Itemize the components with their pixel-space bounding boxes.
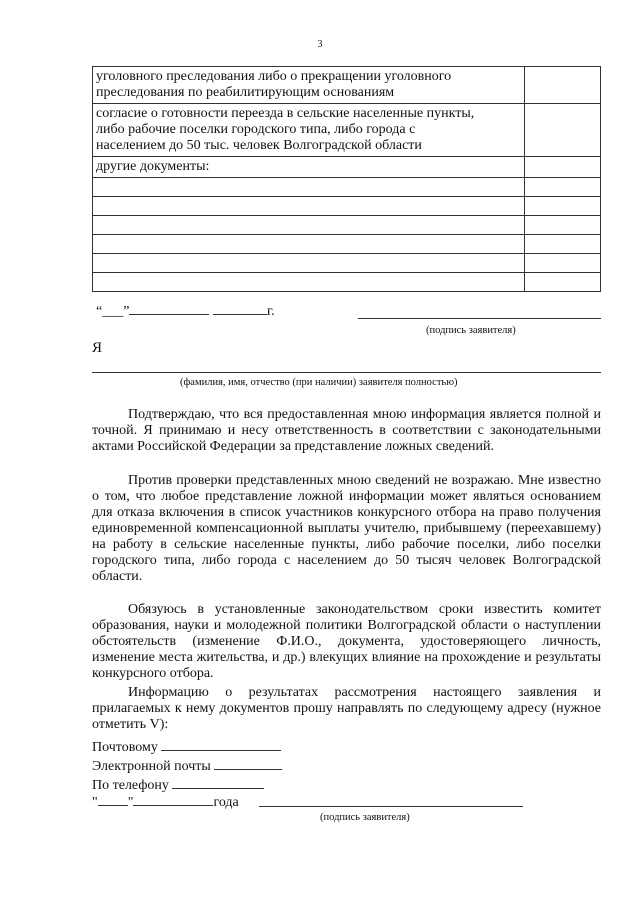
paragraph-information-text: Информацию о результатах рассмотрения настоящего заявления и прилагаемых к нему документов прошу направлять по следующему адресу (нужное отметить V): — [92, 685, 601, 732]
document-mark-cell[interactable] — [525, 273, 601, 292]
bottom-date-open-quote: " — [92, 795, 98, 810]
signature-line-2[interactable] — [259, 806, 523, 807]
documents-table — [92, 66, 601, 292]
signature-line-1[interactable] — [358, 318, 601, 319]
bottom-date-month-blank[interactable] — [133, 793, 213, 806]
bottom-date-line — [92, 793, 239, 811]
document-name-line: населением до 50 тыс. человек Волгоградской области — [96, 138, 422, 153]
ya-label: Я — [92, 340, 103, 356]
document-name-line: преследования по реабилитирующим основаниям — [96, 85, 395, 100]
document-name-cell — [93, 157, 525, 178]
bottom-date-close-quote: " — [127, 795, 134, 810]
document-mark-cell[interactable] — [525, 254, 601, 273]
document-mark-cell[interactable] — [525, 197, 601, 216]
table-row — [93, 273, 601, 292]
table-row — [93, 235, 601, 254]
document-name-cell[interactable] — [93, 216, 525, 235]
contact-option-email[interactable] — [92, 757, 282, 775]
date-close-quote: ” — [123, 304, 130, 319]
bottom-date-year-word: года — [213, 795, 239, 810]
date-year-blank[interactable] — [213, 302, 267, 315]
full-name-line[interactable] — [92, 372, 601, 373]
contact-option-phone[interactable] — [92, 776, 264, 794]
contact-option-post-label: Почтовому — [92, 740, 158, 755]
table-row — [93, 254, 601, 273]
signature-caption-2: (подпись заявителя) — [320, 812, 410, 823]
document-name-line: либо рабочие поселки городского типа, либо города с — [96, 122, 416, 137]
document-name-cell[interactable] — [93, 178, 525, 197]
document-name-cell — [93, 67, 525, 104]
date-month-blank[interactable] — [129, 302, 209, 315]
paragraph-obligation-text: Обязуюсь в установленные законодательством сроки известить комитет образования, науки и молодежной политики Волгоградской области о наступлении обстоятельств (изменение Ф.И.О., документа, удостоверяющего личность, изменение места жительства, и др.) влекущих влияние на прохождение и результаты конкурсного отбора. — [92, 602, 601, 681]
table-row — [93, 216, 601, 235]
contact-option-phone-label: По телефону — [92, 778, 169, 793]
paragraph-verification — [92, 473, 601, 585]
document-name-line: уголовного преследования либо о прекращении уголовного — [96, 69, 452, 84]
date-year-suffix: г. — [266, 304, 275, 319]
table-row — [93, 67, 601, 104]
paragraph-obligation — [92, 602, 601, 682]
document-mark-cell[interactable] — [525, 157, 601, 178]
document-name-cell[interactable] — [93, 254, 525, 273]
document-name-cell — [93, 104, 525, 157]
contact-option-email-label: Электронной почты — [92, 759, 211, 774]
document-name-cell[interactable] — [93, 197, 525, 216]
signature-caption-1: (подпись заявителя) — [426, 325, 516, 336]
document-mark-cell[interactable] — [525, 178, 601, 197]
table-row — [93, 104, 601, 157]
contact-option-email-blank[interactable] — [214, 757, 282, 770]
page-number: 3 — [317, 39, 323, 50]
date-open-quote: “ — [96, 304, 103, 319]
document-name-cell[interactable] — [93, 235, 525, 254]
document-name-cell[interactable] — [93, 273, 525, 292]
date-line — [96, 302, 275, 320]
table-row — [93, 178, 601, 197]
paragraph-verification-text: Против проверки представленных мною сведений не возражаю. Мне известно о том, что любое представление ложной информации может являться основанием для отказа включения в список участников конкурсного отбора на право получения единовременной компенсационной выплаты учителю, прибывшему (переехавшему) на работу в сельские населенные пункты, либо рабочие поселки, либо поселки городского типа, либо города с населением до 50 тысяч человек Волгоградской области. — [92, 473, 601, 584]
contact-option-post[interactable] — [92, 738, 281, 756]
document-name-line: другие документы: — [96, 159, 210, 174]
table-row — [93, 197, 601, 216]
document-mark-cell[interactable] — [525, 67, 601, 104]
contact-option-phone-blank[interactable] — [172, 776, 264, 789]
date-day-blank[interactable]: ___ — [102, 304, 124, 319]
paragraph-confirm — [92, 407, 601, 455]
table-row — [93, 157, 601, 178]
paragraph-confirm-text: Подтверждаю, что вся предоставленная мною информация является полной и точной. Я принимаю и несу ответственность в соответствии с законодательными актами Российской Федерации за представление ложных сведений. — [92, 407, 601, 454]
contact-option-post-blank[interactable] — [161, 738, 281, 751]
bottom-date-day-blank[interactable] — [98, 793, 128, 806]
document-mark-cell[interactable] — [525, 235, 601, 254]
full-name-caption: (фамилия, имя, отчество (при наличии) заявителя полностью) — [180, 377, 458, 388]
paragraph-information — [92, 685, 601, 733]
document-mark-cell[interactable] — [525, 216, 601, 235]
document-mark-cell[interactable] — [525, 104, 601, 157]
document-name-line: согласие о готовности переезда в сельские населенные пункты, — [96, 106, 475, 121]
